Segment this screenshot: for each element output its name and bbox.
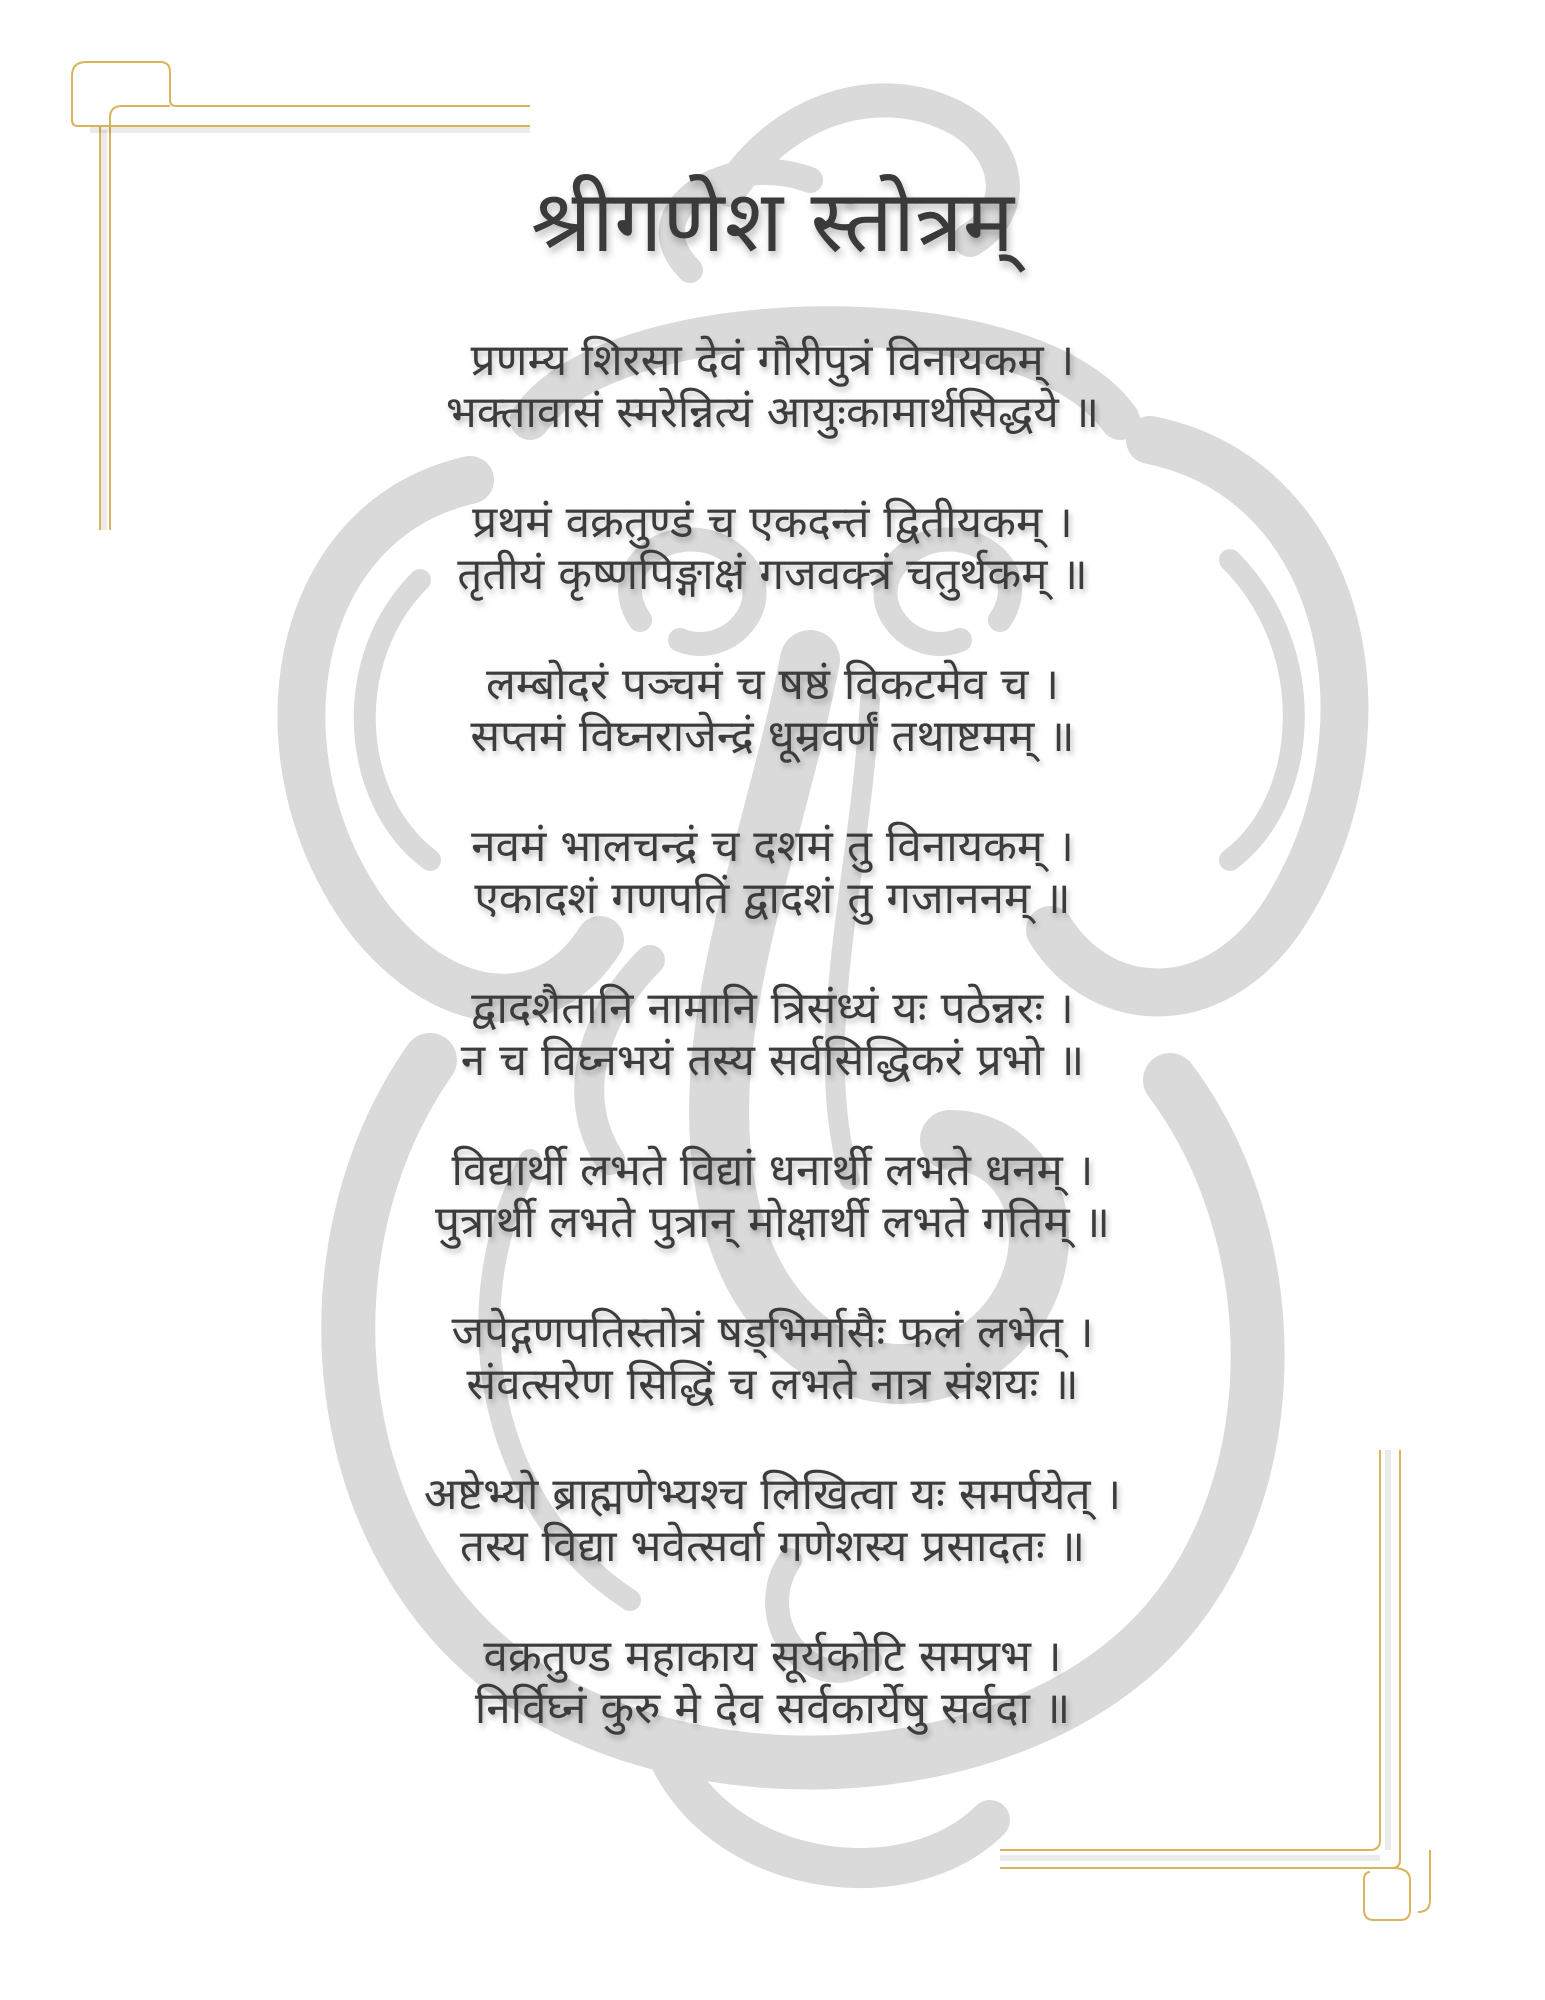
verse-line: सप्तमं विघ्नराजेन्द्रं धूम्रवर्णं तथाष्टमम् ॥ bbox=[470, 711, 1075, 762]
verse bbox=[0, 497, 1545, 601]
verse-line: जपेद्गणपतिस्तोत्रं षड्भिर्मासैः फलं लभेत् । bbox=[451, 1307, 1094, 1358]
verse-line: तृतीयं कृष्णपिङ्गाक्षं गजवक्त्रं चतुर्थकम् ॥ bbox=[457, 549, 1088, 600]
verse-line: न च विघ्नभयं तस्य सर्वसिद्धिकरं प्रभो ॥ bbox=[460, 1035, 1085, 1086]
page-title: श्रीगणेश स्तोत्रम् bbox=[530, 172, 1015, 272]
verse bbox=[0, 1307, 1545, 1411]
verse-line: वक्रतुण्ड महाकाय सूर्यकोटि समप्रभ । bbox=[483, 1631, 1062, 1682]
verse bbox=[0, 1145, 1545, 1249]
verse bbox=[0, 659, 1545, 763]
verse-line: तस्य विद्या भवेत्सर्वा गणेशस्य प्रसादतः ॥ bbox=[459, 1521, 1086, 1572]
stotram-verses bbox=[0, 335, 1545, 1793]
verse-line: पुत्रार्थी लभते पुत्रान् मोक्षार्थी लभते गतिम् ॥ bbox=[435, 1197, 1110, 1248]
verse-line: भक्तावासं स्मरेन्नित्यं आयुःकामार्थसिद्धये ॥ bbox=[445, 387, 1100, 438]
verse bbox=[0, 983, 1545, 1087]
verse bbox=[0, 821, 1545, 925]
verse-line: विद्यार्थी लभते विद्यां धनार्थी लभते धनम् । bbox=[451, 1145, 1094, 1196]
verse bbox=[0, 1469, 1545, 1573]
verse-line: नवमं भालचन्द्रं च दशमं तु विनायकम् । bbox=[471, 821, 1074, 872]
verse-line: अष्टेभ्यो ब्राह्मणेभ्यश्च लिखित्वा यः समर्पयेत् । bbox=[423, 1469, 1122, 1520]
verse-line: प्रणम्य शिरसा देवं गौरीपुत्रं विनायकम् । bbox=[470, 335, 1075, 386]
verse bbox=[0, 335, 1545, 439]
verse-line: लम्बोदरं पञ्चमं च षष्ठं विकटमेव च । bbox=[485, 659, 1060, 710]
verse bbox=[0, 1631, 1545, 1735]
verse-line: द्वादशैतानि नामानि त्रिसंध्यं यः पठेन्नरः । bbox=[471, 983, 1074, 1034]
verse-line: निर्विघ्नं कुरु मे देव सर्वकार्येषु सर्वदा ॥ bbox=[474, 1683, 1071, 1734]
verse-line: एकादशं गणपतिं द्वादशं तु गजाननम् ॥ bbox=[474, 873, 1071, 924]
verse-line: संवत्सरेण सिद्धिं च लभते नात्र संशयः ॥ bbox=[466, 1359, 1079, 1410]
verse-line: प्रथमं वक्रतुण्डं च एकदन्तं द्वितीयकम् । bbox=[472, 497, 1073, 548]
